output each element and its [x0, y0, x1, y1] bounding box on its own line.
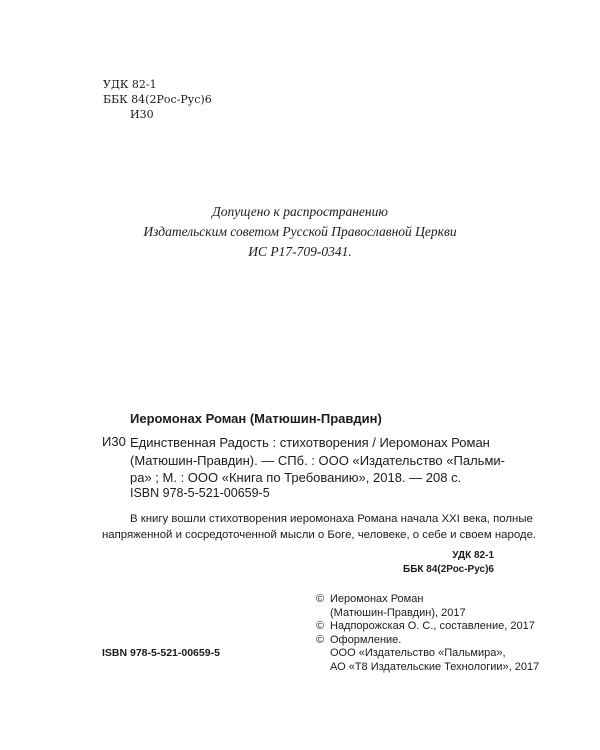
- copyright-text: (Матюшин-Правдин), 2017: [330, 606, 466, 619]
- catalog-author: Иеромонах Роман (Матюшин-Правдин): [130, 411, 382, 426]
- approval-line: ИС Р17-709-0341.: [248, 244, 352, 259]
- copyright-text: Оформление.: [330, 633, 402, 646]
- copyright-symbol: [316, 647, 330, 661]
- copyright-row: [316, 647, 539, 661]
- copyright-symbol: ©: [316, 633, 325, 646]
- copyright-symbol: ©: [316, 620, 325, 632]
- copyright-text: ООО «Издательство «Пальмира»,: [330, 647, 506, 659]
- annotation: [102, 511, 536, 543]
- catalog-code: И30: [102, 434, 126, 449]
- copyright-row: [316, 634, 539, 648]
- header-classification: [103, 77, 212, 122]
- approval-line: Издательским советом Русской Православной Церкви: [143, 224, 457, 239]
- copyright-row: [316, 593, 539, 607]
- description-line: (Матюшин-Правдин). — СПб. : ООО «Издательство «Пальми-: [130, 452, 505, 468]
- udk-code: УДК 82-1: [103, 78, 157, 91]
- bbk-code-bottom: ББК 84(2Рос-Рус)6: [403, 563, 494, 575]
- udk-code-bottom: УДК 82-1: [452, 550, 494, 561]
- catalog-description: [130, 434, 505, 487]
- catalog-isbn: ISBN 978-5-521-00659-5: [130, 486, 270, 500]
- bottom-classification: [403, 549, 494, 576]
- isbn-bottom: ISBN 978-5-521-00659-5: [102, 647, 220, 659]
- copyright-symbol: [316, 607, 330, 621]
- author-mark: И30: [130, 108, 154, 121]
- copyright-symbol: [316, 661, 330, 675]
- copyright-row: [316, 607, 539, 621]
- description-line: ра» ; М. : ООО «Книга по Требованию», 2018. — 208 с.: [130, 470, 462, 485]
- copyright-text: АО «Т8 Издательские Технологии», 2017: [330, 660, 540, 673]
- approval-line: Допущено к распространению: [212, 204, 388, 219]
- copyright-text: Иеромонах Роман: [330, 593, 424, 605]
- copyright-text: Надпорожская О. С., составление, 2017: [330, 620, 535, 632]
- copyright-row: [316, 620, 539, 634]
- approval-block: [0, 202, 600, 262]
- copyright-symbol: ©: [316, 593, 325, 605]
- annotation-line: напряженной и сосредоточенной мысли о Боге, человеке, о себе и своем народе.: [102, 529, 537, 541]
- copyright-row: [316, 661, 539, 675]
- bbk-code: ББК 84(2Рос-Рус)6: [103, 93, 212, 106]
- copyright-block: [316, 593, 539, 674]
- description-line: Единственная Радость : стихотворения / Иеромонах Роман: [130, 435, 490, 450]
- annotation-line: В книгу вошли стихотворения иеромонаха Романа начала XXI века, полные: [130, 513, 533, 525]
